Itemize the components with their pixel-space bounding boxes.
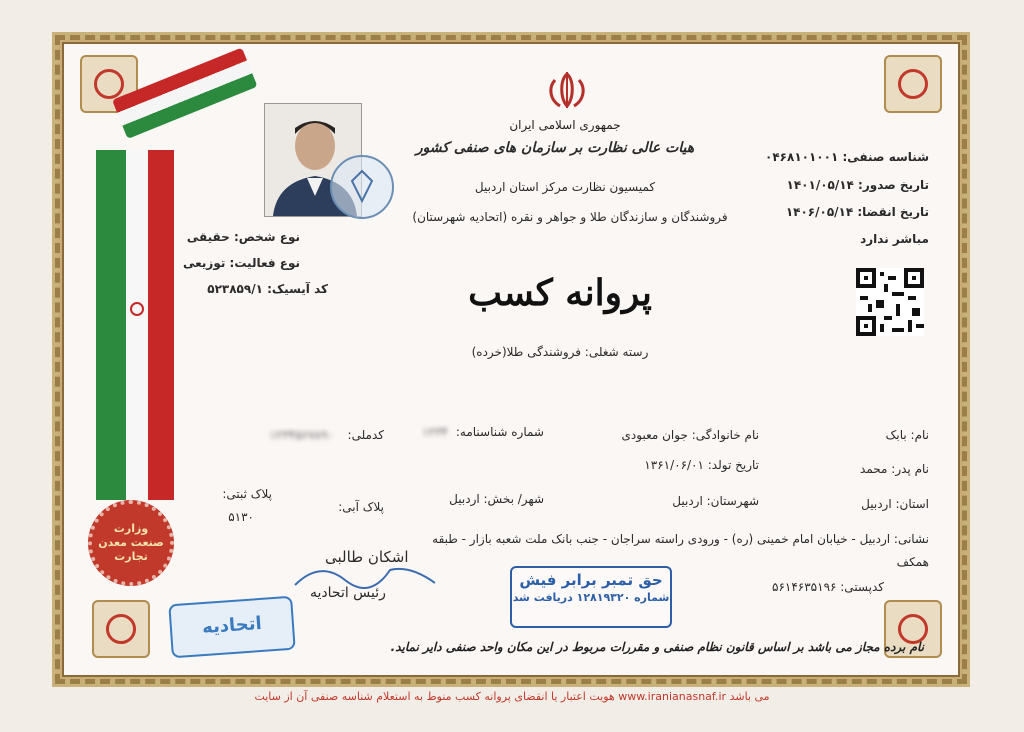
verification-footer xyxy=(0,690,1024,710)
header-line4: فروشندگان و سازندگان طلا و جواهر و نقره (اتحادیه شهرستان) xyxy=(412,210,728,224)
stamp-fee-box xyxy=(510,566,672,628)
activity-type: نوع فعالیت: توزیعی xyxy=(183,256,300,270)
flag-ribbon-red xyxy=(148,150,174,500)
national-code-label: کدملی: xyxy=(347,428,384,442)
header-line3: کمیسیون نظارت مرکز استان اردبیل xyxy=(474,180,656,194)
corner-ornament-bottom-left xyxy=(92,600,150,658)
stamp-fee-line2: شماره ۱۲۸۱۹۳۲۰ دریافت شد xyxy=(512,591,670,604)
city: شهر/ بخش: اردبیل xyxy=(449,492,544,506)
corner-ornament-top-right xyxy=(884,55,942,113)
national-code-value: ۱۲۳۴۵۶۷۸۹۰ xyxy=(269,428,334,442)
issue-date: تاریخ صدور: ۱۴۰۱/۰۵/۱۴ xyxy=(786,178,929,192)
national-emblem-icon xyxy=(546,70,588,110)
province: استان: اردبیل xyxy=(861,497,929,511)
ministry-seal xyxy=(88,500,174,586)
union-stamp: اتحادیه xyxy=(168,596,295,659)
header-line1: جمهوری اسلامی ایران xyxy=(509,118,621,132)
expiry-date: تاریخ انقضا: ۱۴۰۶/۰۵/۱۴ xyxy=(785,205,929,219)
address: نشانی: اردبیل - خیابان امام خمینی (ره) - ورودی راسته سراجان - جنب بانک ملت شعبه بازار - طبقه xyxy=(432,532,929,546)
flag-emblem-icon xyxy=(128,300,146,318)
first-name: نام: بابک xyxy=(885,428,929,442)
guild-id: شناسه صنفی: ۰۴۶۸۱۰۱۰۰۱ xyxy=(765,150,929,164)
signatory-name: اشکان طالبی xyxy=(325,548,409,566)
occupation-category: رسته شغلی: فروشندگی طلا(خرده) xyxy=(471,345,649,359)
isic-code: کد آیسیک: ۵۲۳۸۵۹/۱ xyxy=(207,282,328,296)
ministry-seal-line3: تجارت xyxy=(114,550,148,563)
birth-date: تاریخ تولد: ۱۳۶۱/۰۶/۰۱ xyxy=(644,458,759,472)
last-name: نام خانوادگی: جوان معبودی xyxy=(621,428,759,442)
id-number-label: شماره شناسنامه: xyxy=(455,425,544,439)
verification-footer-text: هویت اعتبار یا انقضای پروانه کسب منوط به استعلام شناسه صنفی آن از سایت www.iranianasnaf.ir می باشد xyxy=(254,690,770,703)
id-number-value: ۱۲۳۴ xyxy=(422,425,448,439)
flag-ribbon-white xyxy=(126,150,148,500)
plaque-registry-label: پلاک ثبتی: xyxy=(222,487,272,501)
ministry-seal-line2: صنعت معدن xyxy=(98,536,164,549)
manager-status: مباشر ندارد xyxy=(860,232,929,246)
postal-code: کدپستی: ۵۶۱۴۶۳۵۱۹۶ xyxy=(772,580,884,594)
signature-icon xyxy=(290,555,440,595)
person-type: نوع شخص: حقیقی xyxy=(186,230,300,244)
qr-code-icon xyxy=(856,268,924,336)
stamp-fee-line1: حق تمبر برابر فیش xyxy=(519,571,663,589)
father-name: نام پدر: محمد xyxy=(860,462,929,476)
county: شهرستان: اردبیل xyxy=(672,494,759,508)
header-line2: هیات عالی نظارت بر سازمان های صنفی کشور xyxy=(415,140,695,156)
document-title: پروانه کسب xyxy=(468,272,652,314)
plaque-blue: پلاک آبی: xyxy=(338,500,384,514)
plaque-registry-value: ۵۱۳۰ xyxy=(228,510,254,524)
flag-ribbon-green xyxy=(96,150,126,500)
ministry-seal-line1: وزارت xyxy=(113,522,149,535)
legal-notice: نام برده مجاز می باشد بر اساس قانون نظام صنفی و مقررات مربوط در این مکان واحد صنفی دایر نماید. xyxy=(390,640,924,654)
address-line2: همکف xyxy=(896,555,929,569)
signatory-role: رئیس اتحادیه xyxy=(310,585,386,601)
